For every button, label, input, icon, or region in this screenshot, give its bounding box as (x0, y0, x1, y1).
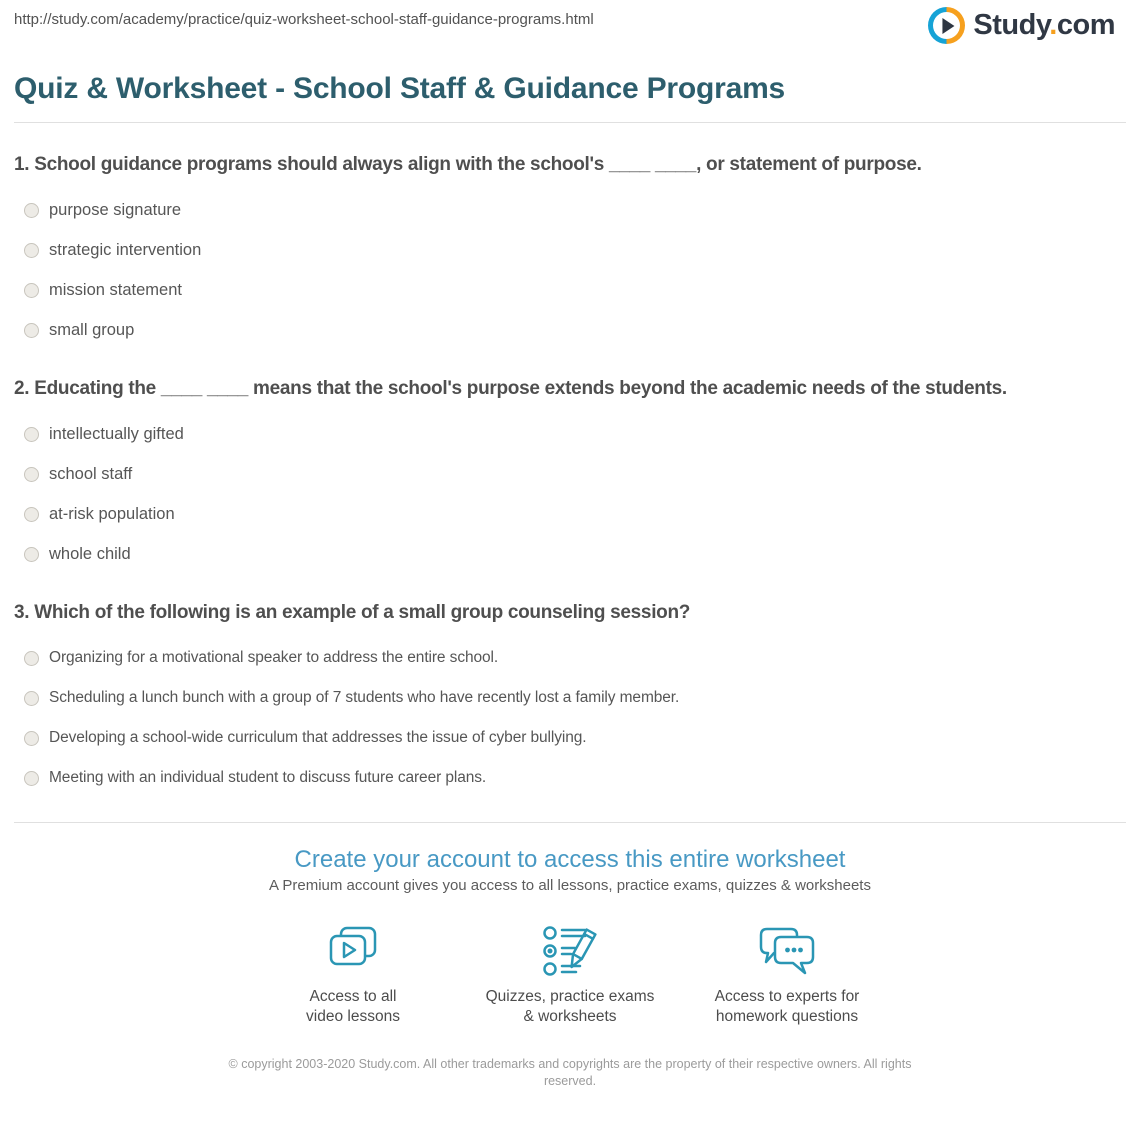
page-url-text: http://study.com/academy/practice/quiz-worksheet-school-staff-guidance-programs.html (14, 11, 594, 28)
option-row (14, 454, 1126, 494)
question-3-options (14, 638, 1126, 798)
question-2-heading (14, 376, 1126, 402)
logo-word-study: Study (973, 9, 1050, 41)
option-row (14, 758, 1126, 798)
chat-experts-icon (757, 925, 817, 977)
option-label[interactable]: school staff (49, 464, 133, 483)
radio-button[interactable] (24, 651, 39, 666)
signup-divider (14, 822, 1126, 823)
radio-button[interactable] (24, 283, 39, 298)
radio-button[interactable] (24, 731, 39, 746)
studycom-logo[interactable] (928, 7, 1115, 44)
feature-video-lessons (245, 925, 462, 1027)
option-label[interactable]: strategic intervention (49, 240, 202, 259)
feature-label: Access to experts for homework questions (714, 988, 860, 1025)
title-divider (14, 122, 1126, 123)
option-row (14, 534, 1126, 574)
radio-button[interactable] (24, 427, 39, 442)
copyright-text: © copyright 2003-2020 Study.com. All other trademarks and copyrights are the property of their respective owners. All rights reserved. (228, 1057, 912, 1088)
feature-label: Quizzes, practice exams & worksheets (485, 988, 655, 1025)
feature-expert-chat (679, 925, 896, 1027)
option-label[interactable]: small group (49, 320, 135, 339)
question-number: 2. (14, 378, 30, 399)
option-row (14, 638, 1126, 678)
video-lessons-icon (323, 925, 383, 975)
option-label[interactable]: mission statement (49, 280, 182, 299)
radio-button[interactable] (24, 203, 39, 218)
question-3 (14, 600, 1126, 798)
option-label[interactable]: Organizing for a motivational speaker to address the entire school. (49, 649, 499, 666)
option-label[interactable]: Meeting with an individual student to discuss future career plans. (49, 769, 487, 786)
option-row (14, 414, 1126, 454)
question-3-heading (14, 600, 1126, 626)
question-text: School guidance programs should always align with the school's ____ ____, or statement of purpose. (34, 154, 922, 175)
option-row (14, 678, 1126, 718)
page-title: Quiz & Worksheet - School Staff & Guidance Programs (14, 72, 786, 105)
radio-button[interactable] (24, 547, 39, 562)
option-label[interactable]: Developing a school-wide curriculum that addresses the issue of cyber bullying. (49, 729, 587, 746)
logo-dot: . (1049, 9, 1057, 41)
radio-button[interactable] (24, 323, 39, 338)
question-text: Which of the following is an example of a small group counseling session? (34, 602, 691, 623)
logo-word-com: com (1056, 9, 1115, 41)
question-1 (14, 152, 1126, 350)
features-row (0, 925, 1140, 1027)
signup-heading-link[interactable]: Create your account to access this entire worksheet (294, 846, 846, 873)
option-row (14, 230, 1126, 270)
radio-button[interactable] (24, 771, 39, 786)
quizzes-worksheets-icon (540, 925, 600, 978)
option-label[interactable]: whole child (49, 544, 131, 563)
feature-label: Access to all video lessons (306, 988, 400, 1025)
radio-button[interactable] (24, 467, 39, 482)
option-row (14, 270, 1126, 310)
question-number: 3. (14, 602, 30, 623)
option-row (14, 718, 1126, 758)
radio-button[interactable] (24, 243, 39, 258)
option-label[interactable]: intellectually gifted (49, 424, 184, 443)
radio-button[interactable] (24, 691, 39, 706)
logo-play-circle-icon (928, 7, 965, 44)
radio-button[interactable] (24, 507, 39, 522)
logo-wordmark (973, 9, 1115, 42)
question-2 (14, 376, 1126, 574)
option-row (14, 494, 1126, 534)
feature-quizzes-worksheets (462, 925, 679, 1027)
option-label[interactable]: Scheduling a lunch bunch with a group of 7 students who have recently lost a family member. (49, 689, 680, 706)
question-1-heading (14, 152, 1126, 178)
question-text: Educating the ____ ____ means that the school's purpose extends beyond the academic needs of the students. (34, 378, 1007, 399)
question-number: 1. (14, 154, 30, 175)
question-1-options (14, 190, 1126, 350)
question-2-options (14, 414, 1126, 574)
option-label[interactable]: at-risk population (49, 504, 175, 523)
option-label[interactable]: purpose signature (49, 200, 182, 219)
play-icon (942, 18, 954, 34)
option-row (14, 190, 1126, 230)
option-row (14, 310, 1126, 350)
signup-subheading: A Premium account gives you access to all lessons, practice exams, quizzes & worksheets (269, 877, 871, 894)
